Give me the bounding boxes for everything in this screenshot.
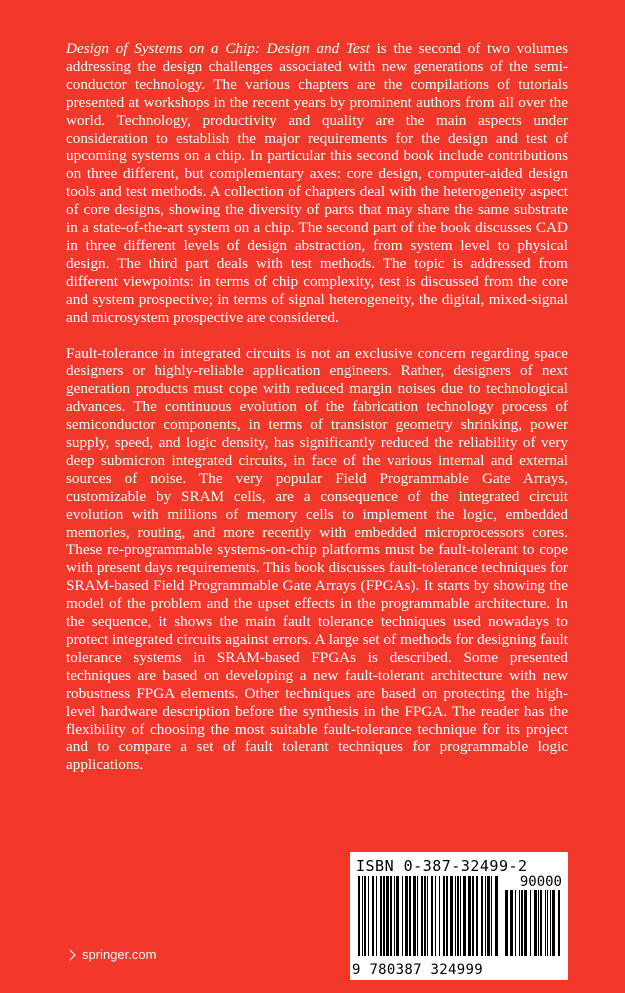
barcode-bar xyxy=(390,876,392,956)
book-title: Design of Systems on a Chip: Design and Test xyxy=(66,40,370,57)
barcode-bar xyxy=(402,876,403,956)
barcode-bar xyxy=(424,876,426,956)
barcode-bar xyxy=(443,876,445,956)
blurb-paragraph-1 xyxy=(66,40,568,327)
barcode-bar xyxy=(476,876,478,956)
ean-barcode-bars xyxy=(358,876,498,956)
barcode-bar xyxy=(431,876,433,956)
blurb-paragraph-1-text: is the second of two volumes addressing the design challenges associated with new generations of the semiconductor technology. The various chapters are the compilations of tutorials presented at workshops in the recent years by prominent authors from all over the world. Technology, productivity and quality are the main aspects under consideration to establish the major requirements for the design and test of upcoming systems on a chip. In particular this second book include contributions on three different, but complementary axes: core design, computer-aided design tools and test methods. A collection of chapters deal with the heterogeneity aspect of core designs, showing the diversity of parts that may share the same substrate in a state-of-the-art system on a chip. The second part of the book discusses CAD in three different levels of design abstraction, from system level to physical design. The third part deals with test methods. The topic is addressed from different viewpoints: in terms of chip complexity, test is discussed from the core and system prospective; in terms of signal heterogeneity, the digital, mixed-signal and microsystem prospective are considered. xyxy=(66,40,568,326)
barcode-bar xyxy=(485,876,486,956)
barcode-bar xyxy=(427,876,428,956)
barcode-bar xyxy=(468,876,471,956)
barcode-bar xyxy=(368,876,369,956)
barcode-bar xyxy=(394,876,395,956)
barcode-bar xyxy=(446,876,448,956)
barcode-bar xyxy=(515,890,516,956)
barcode-bar xyxy=(519,890,520,956)
barcode-bar xyxy=(417,876,418,956)
barcode-bar xyxy=(439,876,440,956)
barcode-bar xyxy=(405,876,408,956)
barcode-bar xyxy=(413,876,416,956)
chevron-right-icon xyxy=(64,949,75,960)
barcode-bar xyxy=(552,890,555,956)
barcode-bar xyxy=(396,876,399,956)
barcode-bar xyxy=(521,890,523,956)
isbn-label: ISBN 0-387-32499-2 xyxy=(356,857,528,875)
back-cover-blurb xyxy=(66,40,568,774)
barcode-bar xyxy=(435,876,436,956)
isbn-barcode xyxy=(350,852,568,980)
barcode-bar xyxy=(358,876,360,956)
barcode-bar xyxy=(540,890,542,956)
barcode-bar xyxy=(558,890,560,956)
barcode-bar xyxy=(547,890,548,956)
addon-barcode-bars xyxy=(505,890,561,956)
barcode-bar xyxy=(450,876,453,956)
barcode-bar xyxy=(463,876,466,956)
barcode-bar xyxy=(510,890,513,956)
barcode-bar xyxy=(460,876,461,956)
barcode-bar xyxy=(364,876,366,956)
barcode-bar xyxy=(380,876,382,956)
barcode-bar xyxy=(421,876,423,956)
barcode-bar xyxy=(530,890,531,956)
blurb-paragraph-2: Fault-tolerance in integrated circuits is not an exclusive concern regarding space designers or highly-reliable application engineers. Rather, designers of next generation products must cope with reduced margin noises due to technological advances. The continuous evolution of the fabrication technology process of semiconductor components, in terms of transistor geometry shrinking, power supply, speed, and logic density, has significantly reduced the reliability of very deep submicron integrated circuits, in face of the various internal and external sources of noise. The very popular Field Programmable Gate Arrays, customizable by SRAM cells, are a consequence of the integrated circuit evolution with millions of memory cells to implement the logic, embedded memories, routing, and more recently with embedded microprocessors cores. These re-programmable systems-on-chip platforms must be fault-tolerant to cope with present days requirements. This book discusses fault-tolerance techniques for SRAM-based Field Programmable Gate Arrays (FPGAs). It starts by showing the model of the problem and the upset effects in the programmable architecture. In the sequence, it shows the main fault tolerance techniques used nowadays to protect integrated circuits against errors. A large set of methods for designing fault tolerance systems in SRAM-based FPGAs is described. Some presented techniques are based on developing a new fault-tolerant architecture with new robustness FPGA elements. Other techniques are based on protecting the high-level hardware description before the synthesis in the FPGA. The reader has the flexibility of choosing the most suitable fault-tolerance technique for its project and to compare a set of fault tolerant techniques for programmable logic applications. xyxy=(66,344,568,774)
publisher-website: springer.com xyxy=(82,947,157,962)
barcode-bar xyxy=(362,876,363,956)
barcode-bar xyxy=(505,890,508,956)
price-code: 90000 xyxy=(519,874,562,890)
barcode-bar xyxy=(372,876,374,956)
barcode-bar xyxy=(386,876,389,956)
barcode-bar xyxy=(472,876,474,956)
barcode-bar xyxy=(376,876,377,956)
barcode-bar xyxy=(545,890,546,956)
barcode-bar xyxy=(534,890,537,956)
barcode-bar xyxy=(524,890,527,956)
barcode-bar xyxy=(457,876,459,956)
barcode-bar xyxy=(487,876,490,956)
publisher-link[interactable] xyxy=(66,947,156,962)
barcode-bar xyxy=(455,876,456,956)
barcode-bar xyxy=(550,890,551,956)
barcode-bar xyxy=(409,876,411,956)
barcode-bar xyxy=(495,876,498,956)
barcode-bar xyxy=(481,876,483,956)
barcode-bar xyxy=(538,890,539,956)
barcode-bar xyxy=(491,876,492,956)
barcode-bar xyxy=(383,876,385,956)
ean-digits: 9 780387 324999 xyxy=(352,962,483,978)
